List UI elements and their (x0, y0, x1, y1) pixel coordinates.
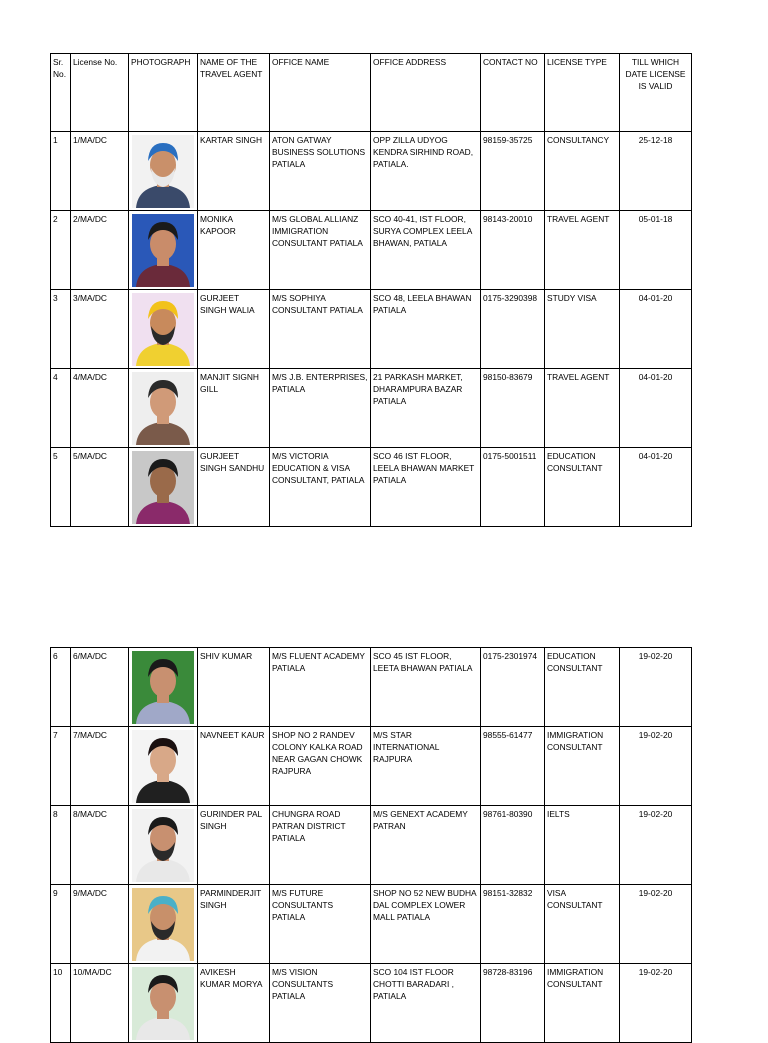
agent-name-cell: NAVNEET KAUR (198, 727, 270, 806)
photograph-cell (129, 964, 198, 1043)
office-name-cell: M/S GLOBAL ALLIANZ IMMIGRATION CONSULTANT PATIALA (270, 211, 371, 290)
valid-till-cell: 25-12-18 (620, 132, 692, 211)
header-valid-till: TILL WHICH DATE LICENSE IS VALID (620, 54, 692, 132)
sr-no-cell: 10 (51, 964, 71, 1043)
table-row (51, 211, 692, 290)
office-name-cell: M/S VICTORIA EDUCATION & VISA CONSULTANT, PATIALA (270, 448, 371, 527)
photograph-cell (129, 885, 198, 964)
license-no-cell: 6/MA/DC (71, 648, 129, 727)
office-address-cell: SCO 104 IST FLOOR CHOTTI BARADARI , PATIALA (371, 964, 481, 1043)
table-row (51, 727, 692, 806)
office-name-cell: M/S FUTURE CONSULTANTS PATIALA (270, 885, 371, 964)
license-no-cell: 3/MA/DC (71, 290, 129, 369)
agent-name-cell: GURINDER PAL SINGH (198, 806, 270, 885)
agent-photo (132, 730, 194, 803)
license-type-cell: EDUCATION CONSULTANT (545, 448, 620, 527)
sr-no-cell: 9 (51, 885, 71, 964)
agent-name-cell: GURJEET SINGH WALIA (198, 290, 270, 369)
license-no-cell: 10/MA/DC (71, 964, 129, 1043)
table-row (51, 806, 692, 885)
sr-no-cell: 1 (51, 132, 71, 211)
agent-name-cell: KARTAR SINGH (198, 132, 270, 211)
agent-name-cell: PARMINDERJIT SINGH (198, 885, 270, 964)
header-license-no: License No. (71, 54, 129, 132)
photograph-cell (129, 290, 198, 369)
office-address-cell: M/S STAR INTERNATIONAL RAJPURA (371, 727, 481, 806)
table-row (51, 132, 692, 211)
license-type-cell: IMMIGRATION CONSULTANT (545, 964, 620, 1043)
agent-name-cell: SHIV KUMAR (198, 648, 270, 727)
photograph-cell (129, 448, 198, 527)
license-no-cell: 4/MA/DC (71, 369, 129, 448)
agent-photo (132, 651, 194, 724)
valid-till-cell: 04-01-20 (620, 369, 692, 448)
agent-photo (132, 372, 194, 445)
photograph-cell (129, 648, 198, 727)
license-type-cell: CONSULTANCY (545, 132, 620, 211)
valid-till-cell: 04-01-20 (620, 290, 692, 369)
table-row (51, 369, 692, 448)
license-type-cell: IMMIGRATION CONSULTANT (545, 727, 620, 806)
office-address-cell: SCO 46 IST FLOOR, LEELA BHAWAN MARKET PATIALA (371, 448, 481, 527)
valid-till-cell: 19-02-20 (620, 964, 692, 1043)
office-name-cell: M/S VISION CONSULTANTS PATIALA (270, 964, 371, 1043)
header-agent-name: NAME OF THE TRAVEL AGENT (198, 54, 270, 132)
license-no-cell: 9/MA/DC (71, 885, 129, 964)
contact-no-cell: 0175-5001511 (481, 448, 545, 527)
table-row (51, 885, 692, 964)
contact-no-cell: 98150-83679 (481, 369, 545, 448)
valid-till-cell: 19-02-20 (620, 806, 692, 885)
office-address-cell: M/S GENEXT ACADEMY PATRAN (371, 806, 481, 885)
header-sr-no: Sr. No. (51, 54, 71, 132)
photograph-cell (129, 806, 198, 885)
sr-no-cell: 5 (51, 448, 71, 527)
contact-no-cell: 0175-2301974 (481, 648, 545, 727)
agent-photo (132, 135, 194, 208)
office-address-cell: OPP ZILLA UDYOG KENDRA SIRHIND ROAD, PATIALA. (371, 132, 481, 211)
license-no-cell: 1/MA/DC (71, 132, 129, 211)
agent-photo (132, 451, 194, 524)
table-row (51, 290, 692, 369)
agent-photo (132, 809, 194, 882)
sr-no-cell: 7 (51, 727, 71, 806)
license-no-cell: 7/MA/DC (71, 727, 129, 806)
valid-till-cell: 19-02-20 (620, 885, 692, 964)
license-type-cell: TRAVEL AGENT (545, 211, 620, 290)
photograph-cell (129, 727, 198, 806)
table-row (51, 448, 692, 527)
photograph-cell (129, 369, 198, 448)
sr-no-cell: 6 (51, 648, 71, 727)
office-address-cell: SHOP NO 52 NEW BUDHA DAL COMPLEX LOWER MALL PATIALA (371, 885, 481, 964)
contact-no-cell: 98143-20010 (481, 211, 545, 290)
agent-name-cell: MANJIT SIGNH GILL (198, 369, 270, 448)
header-license-type: LICENSE TYPE (545, 54, 620, 132)
valid-till-cell: 19-02-20 (620, 648, 692, 727)
office-name-cell: CHUNGRA ROAD PATRAN DISTRICT PATIALA (270, 806, 371, 885)
sr-no-cell: 4 (51, 369, 71, 448)
agent-photo (132, 888, 194, 961)
agent-name-cell: GURJEET SINGH SANDHU (198, 448, 270, 527)
license-table-1 (50, 53, 692, 527)
sr-no-cell: 8 (51, 806, 71, 885)
sr-no-cell: 2 (51, 211, 71, 290)
contact-no-cell: 98159-35725 (481, 132, 545, 211)
license-type-cell: EDUCATION CONSULTANT (545, 648, 620, 727)
license-type-cell: IELTS (545, 806, 620, 885)
license-no-cell: 2/MA/DC (71, 211, 129, 290)
agent-name-cell: MONIKA KAPOOR (198, 211, 270, 290)
license-type-cell: VISA CONSULTANT (545, 885, 620, 964)
header-contact-no: CONTACT NO (481, 54, 545, 132)
office-name-cell: ATON GATWAY BUSINESS SOLUTIONS PATIALA (270, 132, 371, 211)
office-name-cell: M/S SOPHIYA CONSULTANT PATIALA (270, 290, 371, 369)
agent-photo (132, 214, 194, 287)
table-row (51, 964, 692, 1043)
office-name-cell: M/S J.B. ENTERPRISES, PATIALA (270, 369, 371, 448)
contact-no-cell: 98761-80390 (481, 806, 545, 885)
valid-till-cell: 05-01-18 (620, 211, 692, 290)
header-office-address: OFFICE ADDRESS (371, 54, 481, 132)
license-no-cell: 5/MA/DC (71, 448, 129, 527)
contact-no-cell: 98151-32832 (481, 885, 545, 964)
valid-till-cell: 04-01-20 (620, 448, 692, 527)
license-type-cell: TRAVEL AGENT (545, 369, 620, 448)
contact-no-cell: 98728-83196 (481, 964, 545, 1043)
office-address-cell: SCO 40-41, IST FLOOR, SURYA COMPLEX LEELA BHAWAN, PATIALA (371, 211, 481, 290)
valid-till-cell: 19-02-20 (620, 727, 692, 806)
contact-no-cell: 98555-61477 (481, 727, 545, 806)
header-office-name: OFFICE NAME (270, 54, 371, 132)
license-no-cell: 8/MA/DC (71, 806, 129, 885)
agent-name-cell: AVIKESH KUMAR MORYA (198, 964, 270, 1043)
photograph-cell (129, 132, 198, 211)
agent-photo (132, 967, 194, 1040)
license-table-2 (50, 647, 692, 1043)
license-type-cell: STUDY VISA (545, 290, 620, 369)
office-name-cell: SHOP NO 2 RANDEV COLONY KALKA ROAD NEAR GAGAN CHOWK RAJPURA (270, 727, 371, 806)
office-address-cell: SCO 48, LEELA BHAWAN PATIALA (371, 290, 481, 369)
sr-no-cell: 3 (51, 290, 71, 369)
office-address-cell: SCO 45 IST FLOOR, LEETA BHAWAN PATIALA (371, 648, 481, 727)
office-name-cell: M/S FLUENT ACADEMY PATIALA (270, 648, 371, 727)
contact-no-cell: 0175-3290398 (481, 290, 545, 369)
table-row (51, 648, 692, 727)
table-header-row (51, 54, 692, 132)
agent-photo (132, 293, 194, 366)
office-address-cell: 21 PARKASH MARKET, DHARAMPURA BAZAR PATIALA (371, 369, 481, 448)
header-photograph: PHOTOGRAPH (129, 54, 198, 132)
photograph-cell (129, 211, 198, 290)
